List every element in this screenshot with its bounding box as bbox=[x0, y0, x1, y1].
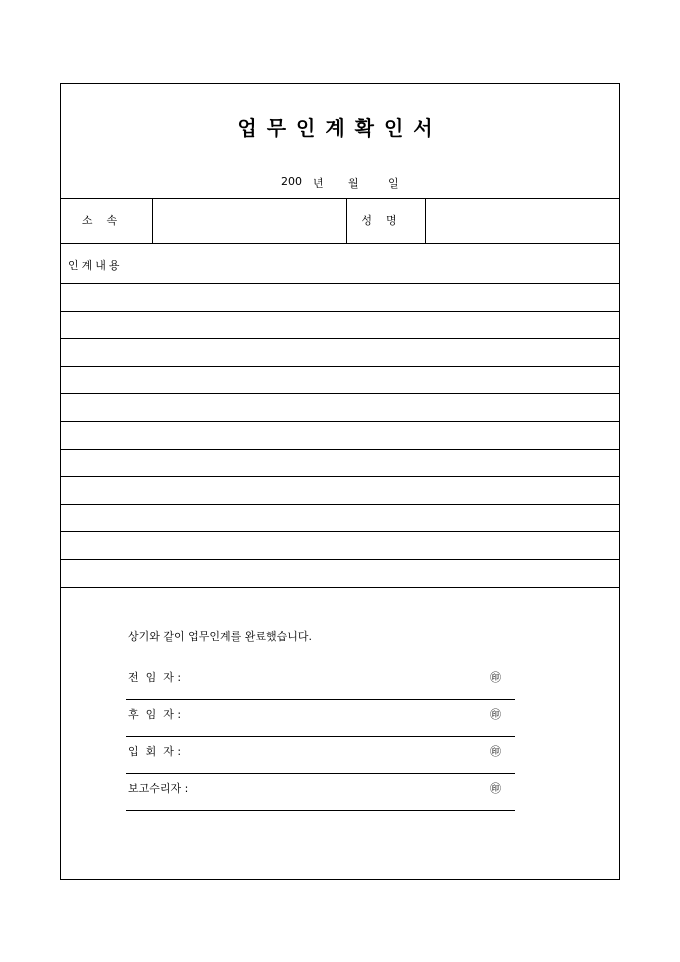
signature-row-witness[interactable] bbox=[126, 737, 515, 774]
date-month-unit: 월 bbox=[348, 177, 359, 190]
content-line-field[interactable] bbox=[67, 532, 613, 558]
content-line-field[interactable] bbox=[67, 477, 613, 503]
completion-statement: 상기와 같이 업무인계를 완료했습니다. bbox=[128, 630, 313, 643]
content-line-field[interactable] bbox=[67, 339, 613, 365]
affiliation-field[interactable] bbox=[153, 199, 346, 243]
signature-row-report-receiver[interactable] bbox=[126, 774, 515, 811]
content-line-field[interactable] bbox=[67, 394, 613, 420]
content-line-field[interactable] bbox=[67, 560, 613, 586]
date-year: 200 bbox=[281, 175, 302, 188]
content-line-field[interactable] bbox=[67, 367, 613, 393]
seal-icon: ㊞ bbox=[490, 745, 501, 758]
name-label: 성명 bbox=[361, 214, 411, 227]
handover-form bbox=[60, 83, 620, 880]
content-rule-line bbox=[61, 587, 619, 588]
signature-label: 후 임 자 : bbox=[128, 708, 182, 721]
signature-label: 전 임 자 : bbox=[128, 671, 182, 684]
signature-row-successor[interactable] bbox=[126, 700, 515, 737]
affiliation-label: 소속 bbox=[81, 214, 132, 227]
seal-icon: ㊞ bbox=[490, 708, 501, 721]
content-line-field[interactable] bbox=[67, 450, 613, 476]
affiliation-name-row bbox=[61, 198, 619, 244]
content-line-field[interactable] bbox=[67, 505, 613, 531]
content-line-field[interactable] bbox=[67, 284, 613, 310]
form-title: 업무인계확인서 bbox=[237, 116, 443, 140]
seal-icon: ㊞ bbox=[490, 671, 501, 684]
content-line-field[interactable] bbox=[67, 422, 613, 448]
signature-row-predecessor[interactable] bbox=[126, 663, 515, 700]
signature-label: 입 회 자 : bbox=[128, 745, 182, 758]
signature-label: 보고수리자 : bbox=[128, 782, 189, 795]
handover-content-label: 인계내용 bbox=[68, 259, 123, 272]
seal-icon: ㊞ bbox=[490, 782, 501, 795]
date-day-unit: 일 bbox=[388, 177, 399, 190]
content-line-field[interactable] bbox=[67, 312, 613, 338]
name-field[interactable] bbox=[426, 199, 619, 243]
date-year-unit: 년 bbox=[313, 177, 324, 190]
